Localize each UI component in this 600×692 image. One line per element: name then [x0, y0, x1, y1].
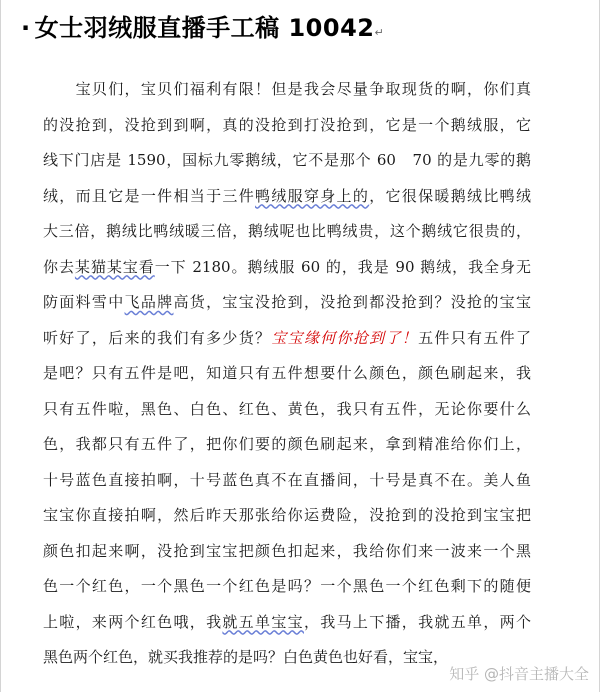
text-segment: 你去 — [43, 257, 75, 276]
text-line — [43, 285, 531, 321]
text-segment: 十号蓝色直接拍啊，十号蓝色真不在直播间，十号是真不在。美人鱼 — [43, 470, 531, 489]
text-segment: 听好了，后来的我们有多少货？ — [43, 328, 272, 347]
text-line — [43, 427, 531, 463]
text-line — [43, 72, 531, 108]
document-body — [43, 72, 531, 676]
text-segment: 五件只有五件了 — [418, 328, 531, 347]
text-line — [43, 108, 531, 144]
text-segment: 色，我都只有五件了，把你们要的颜色刷起来，拿到精准给你们上， — [43, 435, 531, 453]
text-line — [43, 569, 531, 605]
text-segment: 宝贝们，宝贝们福利有限！但是我会尽量争取现货的啊，你们真 — [43, 80, 531, 98]
paragraph-mark-icon: ↵ — [374, 26, 385, 39]
highlighted-text: 宝宝缘何你抢到了！ — [271, 328, 419, 347]
text-line — [43, 250, 531, 286]
text-line — [43, 392, 531, 428]
text-line — [43, 356, 531, 392]
text-line — [43, 214, 531, 250]
title-text: 女士羽绒服直播手工稿 10042 — [34, 14, 375, 42]
text-line — [43, 463, 531, 499]
spellcheck-underlined-text: 飞品牌 — [124, 293, 174, 311]
text-line — [43, 534, 531, 570]
text-segment: ，我马上下播，我就五单，两个 — [303, 612, 531, 631]
text-line — [43, 498, 531, 534]
text-line — [43, 179, 531, 215]
text-segment: 颜色扣起来啊，没抢到宝宝把颜色扣起来，我给你们来一波来一个黑 — [43, 541, 531, 560]
text-line — [43, 605, 531, 641]
spellcheck-underlined-text: 某猫某宝看 — [74, 257, 155, 276]
text-segment: 线下门店是 1590，国标九零鹅绒，它不是那个 60 70 的是九零的鹅 — [43, 151, 531, 169]
text-segment: ，它很保暖鹅绒比鸭绒 — [369, 186, 531, 205]
watermark: 知乎 @抖音主播大全 — [449, 665, 589, 683]
text-segment: 一下 2180。鹅绒服 60 的，我是 90 鹅绒，我全身无 — [154, 257, 531, 276]
text-segment: 的没抢到，没抢到到啊，真的没抢到打没抢到，它是一个鹅绒服，它 — [43, 115, 531, 134]
text-segment: 大三倍，鹅绒比鸭绒暖三倍，鹅绒呢也比鸭绒贵，这个鹅绒它很贵的， — [43, 222, 531, 240]
text-segment: 上啦，来两个红色哦，我 — [43, 612, 223, 631]
text-segment: 宝宝你直接拍啊，然后昨天那张给你运费险，没抢到的没抢到宝宝把 — [43, 506, 531, 524]
document-title — [21, 8, 384, 43]
spellcheck-underlined-text: 鸭绒服穿身上的 — [255, 186, 370, 205]
text-line — [43, 143, 531, 179]
text-line — [43, 321, 531, 357]
text-segment: 防面料雪中 — [43, 293, 125, 311]
text-segment: 高货，宝宝没抢到，没抢到都没抢到？没抢的宝宝 — [173, 293, 531, 311]
text-segment: 是吧？只有五件是吧，知道只有五件想要什么颜色，颜色刷起来，我 — [43, 364, 531, 382]
spellcheck-underlined-text: 就五单宝宝 — [222, 612, 304, 631]
text-segment: 只有五件啦，黑色、白色、红色、黄色，我只有五件，无论你要什么 — [43, 399, 531, 418]
text-segment: 色一个红色，一个黑色一个红色是吗？一个黑色一个红色剩下的随便 — [43, 577, 531, 595]
title-bullet: · — [21, 14, 31, 42]
text-segment: 绒，而且它是一件相当于三件 — [43, 186, 256, 205]
text-segment: 黑色两个红色，就买我推荐的是吗？白色黄色也好看，宝宝， — [43, 648, 449, 666]
